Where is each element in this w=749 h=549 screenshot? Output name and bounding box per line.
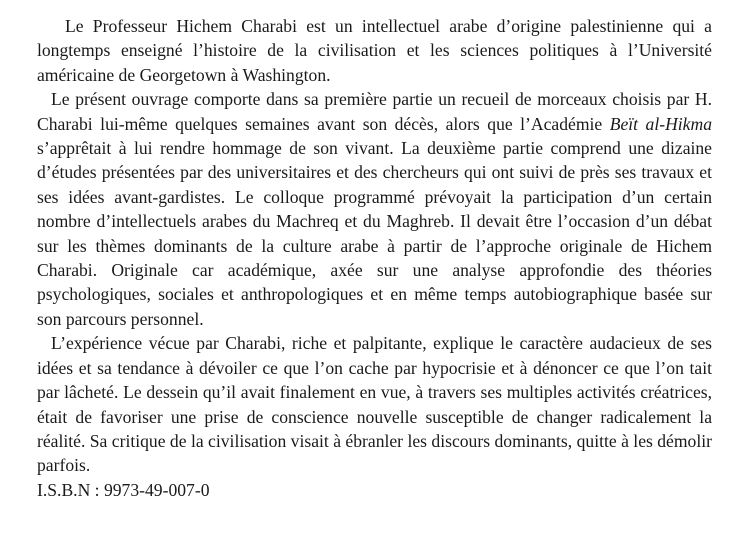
paragraph-text: Le présent ouvrage comporte dans sa première partie un recueil de morceaux choisis par H. Charabi lui-même quelques semaines avant son décès, alors que l’Académie — [37, 89, 712, 134]
paragraph-text: s’apprêtait à lui rendre hommage de son vivant. La deuxième partie comprend une dizaine d’études présentées par des universitaires et des chercheurs qui ont suivi de près ses travaux et ses idées avant-gardistes. Le colloque programmé prévoyait la participation d’un certain nombre d’intellectuels arabes du Machreq et du Maghreb. Il devait être l’occasion d’un débat sur les thèmes dominants de la culture arabe à partir de l’approche originale de Hichem Charabi. Originale car académique, axée sur une analyse approfondie des théories psychologiques, sociales et anthropologiques et en même temps autobiographique basée sur son parcours personnel. — [37, 138, 712, 329]
academy-name: Beït al-Hikma — [609, 113, 712, 134]
isbn-line: I.S.B.N : 9973-49-007-0 — [37, 479, 210, 500]
document-page — [37, 14, 712, 502]
paragraph-experience — [37, 331, 712, 477]
paragraph-book-content — [37, 87, 712, 331]
paragraph-author-intro — [37, 14, 712, 87]
paragraph-text: L’expérience vécue par Charabi, riche et palpitante, explique le caractère audacieux de ses idées et sa tendance à dévoiler ce que l’on cache par hypocrisie et à dénoncer ce que l’on tait par lâcheté. Le dessein qu’il avait finalement en vue, à travers ses multiples activités créatrices, était de favoriser une prise de conscience nouvelle susceptible de changer radicalement la réalité. Sa critique de la civilisation visait à ébranler les discours dominants, quitte à les démolir parfois. — [37, 333, 712, 476]
paragraph-text: Le Professeur Hichem Charabi est un intellectuel arabe d’origine palestinienne qui a longtemps enseigné l’histoire de la civilisation et les sciences politiques à l’Université américaine de Georgetown à Washington. — [37, 16, 712, 85]
